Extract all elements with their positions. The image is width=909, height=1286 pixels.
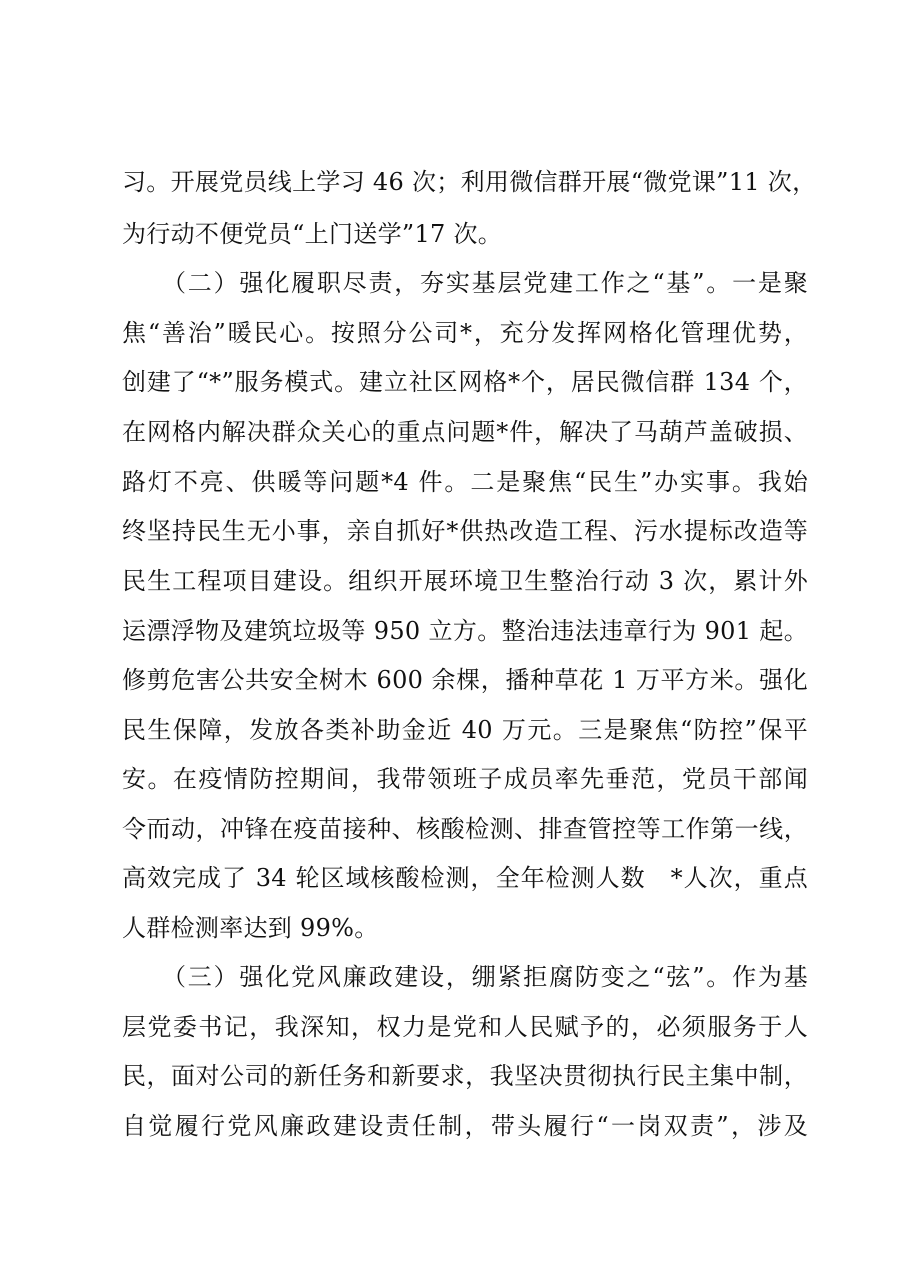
text-line-12: 民生保障，发放各类补助金近 40 万元。三是聚焦“防控”保平 <box>122 716 808 744</box>
text-line-18: 层党委书记，我深知，权力是党和人民赋予的，必须服务于人 <box>122 1013 808 1041</box>
text-line-19: 民，面对公司的新任务和新要求，我坚决贯彻执行民主集中制， <box>122 1062 808 1090</box>
text-line-8: 终坚持民生无小事，亲自抓好*供热改造工程、污水提标改造等 <box>122 517 808 545</box>
text-line-7: 路灯不亮、供暖等问题*4 件。二是聚焦“民生”办实事。我始 <box>122 468 808 496</box>
text-line-4: 焦“善治”暖民心。按照分公司*，充分发挥网格化管理优势， <box>122 319 808 347</box>
text-line-20: 自觉履行党风廉政建设责任制，带头履行“一岗双责”，涉及 <box>122 1112 808 1140</box>
text-line-5: 创建了“*”服务模式。建立社区网格*个，居民微信群 134 个， <box>122 368 808 396</box>
text-line-1: 习。开展党员线上学习 46 次；利用微信群开展“微党课”11 次， <box>122 168 817 196</box>
text-line-10: 运漂浮物及建筑垃圾等 950 立方。整治违法违章行为 901 起。 <box>122 617 808 645</box>
text-line-14: 令而动，冲锋在疫苗接种、核酸检测、排查管控等工作第一线， <box>122 815 808 843</box>
text-line-13: 安。在疫情防控期间，我带领班子成员率先垂范，党员干部闻 <box>122 765 808 793</box>
paragraph-heading-2: （二）强化履职尽责，夯实基层党建工作之“基”。一是聚 <box>162 269 808 297</box>
text-line-16: 人群检测率达到 99%。 <box>122 914 379 942</box>
text-line-11: 修剪危害公共安全树木 600 余棵，播种草花 1 万平方米。强化 <box>122 666 808 694</box>
text-line-6: 在网格内解决群众关心的重点问题*件，解决了马葫芦盖破损、 <box>122 418 808 446</box>
text-line-15: 高效完成了 34 轮区域核酸检测，全年检测人数 *人次，重点 <box>122 864 808 892</box>
paragraph-heading-3: （三）强化党风廉政建设，绷紧拒腐防变之“弦”。作为基 <box>162 963 808 991</box>
text-line-2: 为行动不便党员“上门送学”17 次。 <box>122 220 503 248</box>
text-line-9: 民生工程项目建设。组织开展环境卫生整治行动 3 次，累计外 <box>122 567 808 595</box>
